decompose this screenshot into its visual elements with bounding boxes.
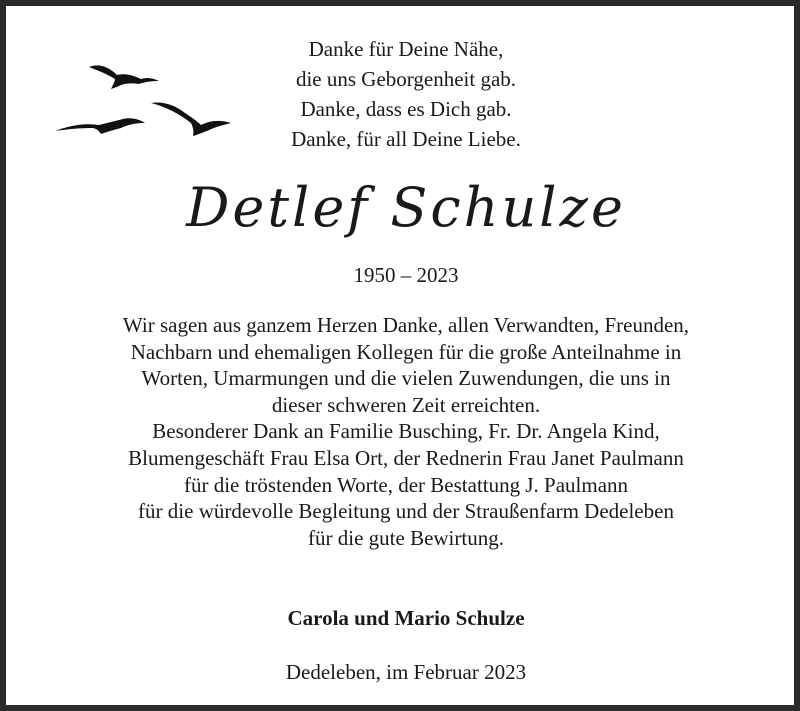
message-line: Besonderer Dank an Familie Busching, Fr. Dr. Angela Kind,	[152, 419, 660, 444]
message-line: Nachbarn und ehemaligen Kollegen für die große Anteilnahme in	[130, 339, 682, 364]
place-and-date: Dedeleben, im Februar 2023	[285, 660, 527, 684]
bird-icon	[89, 65, 159, 89]
poem-line: Danke, dass es Dich gab.	[300, 97, 512, 121]
life-years: 1950 – 2023	[353, 263, 459, 287]
signature: Carola und Mario Schulze	[287, 606, 525, 630]
message-line: dieser schweren Zeit erreichten.	[271, 392, 541, 417]
message-line: für die gute Bewirtung.	[308, 525, 504, 550]
message-line: Worten, Umarmungen und die vielen Zuwendungen, die uns in	[141, 366, 671, 391]
poem-line: Danke für Deine Nähe,	[308, 37, 504, 61]
message-line: für die würdevolle Begleitung und der Straußenfarm Dedeleben	[138, 499, 674, 524]
poem	[206, 34, 606, 154]
message-line: für die tröstenden Worte, der Bestattung J. Paulmann	[183, 472, 629, 497]
poem-line: Danke, für all Deine Liebe.	[291, 127, 521, 151]
deceased-name: Detlef Schulze	[186, 176, 626, 239]
poem-line: die uns Geborgenheit gab.	[295, 67, 517, 91]
bird-icon	[55, 118, 145, 134]
message-line: Wir sagen aus ganzem Herzen Danke, allen Verwandten, Freunden,	[122, 313, 690, 337]
thank-you-message	[26, 312, 786, 551]
message-line: Blumengeschäft Frau Elsa Ort, der Rednerin Frau Janet Paulmann	[128, 445, 684, 470]
